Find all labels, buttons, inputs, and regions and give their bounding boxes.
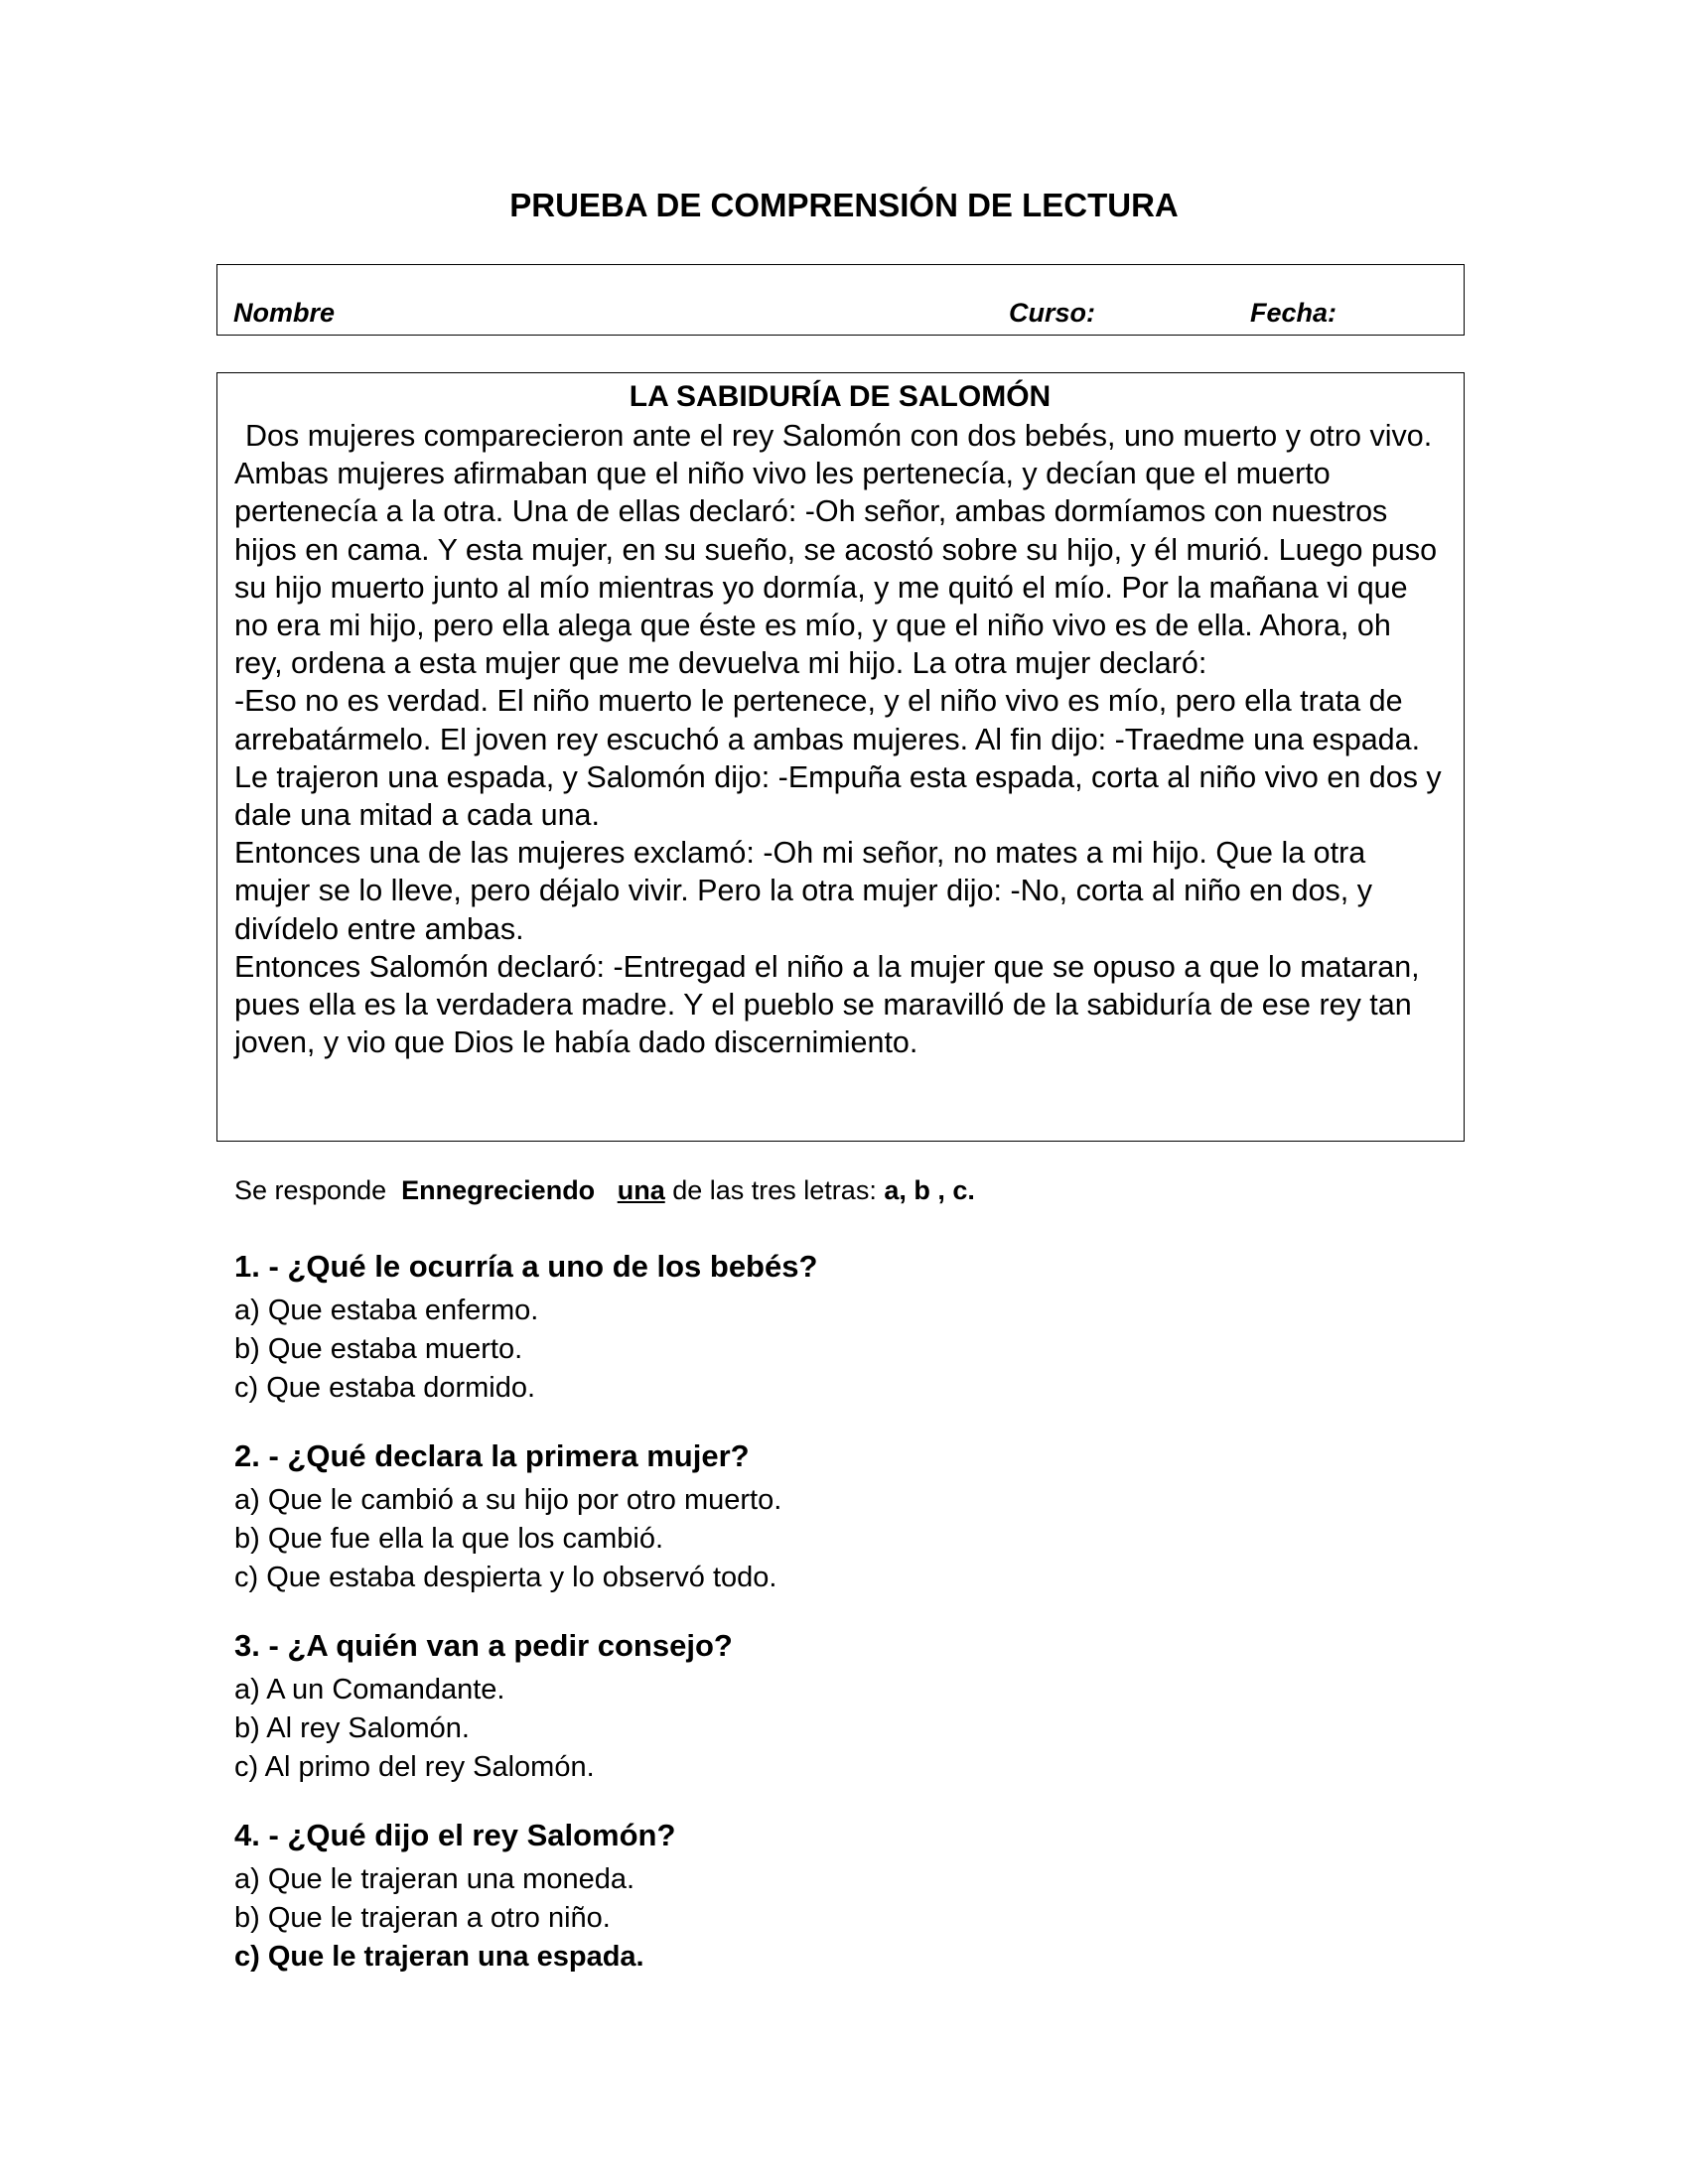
option-b[interactable]: b) Al rey Salomón. xyxy=(234,1712,470,1744)
option-b[interactable]: b) Que le trajeran a otro niño. xyxy=(234,1902,611,1934)
option-c[interactable]: c) Que estaba despierta y lo observó todo. xyxy=(234,1562,777,1593)
option-b[interactable]: b) Que fue ella la que los cambió. xyxy=(234,1523,664,1555)
question-3 xyxy=(234,1625,733,1787)
question-1 xyxy=(234,1246,817,1408)
story-paragraph: -Eso no es verdad. El niño muerto le pertenece, y el niño vivo es mío, pero ella trata de arrebatármelo. El joven rey escuchó a ambas mujeres. Al fin dijo: -Traedme una espada. xyxy=(234,684,1421,756)
story-paragraph: Entonces una de las mujeres exclamó: -Oh mi señor, no mates a mi hijo. Que la otra mujer se lo lleve, pero déjalo vivir. Pero la otra mujer dijo: -No, corta al niño en dos, y divídelo entre ambas. xyxy=(234,836,1372,946)
story-paragraph: Dos mujeres comparecieron ante el rey Salomón con dos bebés, uno muerto y otro vivo. Ambas mujeres afirmaban que el niño vivo les pertenecía, y decían que el muerto pertenecía a la otra. Una de ellas declaró: -Oh señor, ambas dormíamos con nuestros hijos en cama. Y esta mujer, en su sueño, se acostó sobre su hijo, y él murió. Luego puso su hijo muerto junto al mío mientras yo dormía, y me quitó el mío. Por la mañana vi que no era mi hijo, pero ella alega que éste es mío, y que el niño vivo es de ella. Ahora, oh rey, ordena a esta mujer que me devuelva mi hijo. La otra mujer declaró: xyxy=(234,419,1438,681)
instruction-letters: a, b , c. xyxy=(884,1175,975,1205)
question-title: 3. - ¿A quién van a pedir consejo? xyxy=(234,1628,733,1663)
option-a[interactable]: a) A un Comandante. xyxy=(234,1674,505,1706)
question-4 xyxy=(234,1815,675,1977)
name-label: Nombre xyxy=(233,298,336,328)
story-body xyxy=(234,417,1446,1061)
option-c[interactable]: c) Que le trajeran una espada. xyxy=(234,1941,644,1973)
student-info-box xyxy=(216,264,1465,336)
question-title: 1. - ¿Qué le ocurría a uno de los bebés? xyxy=(234,1249,818,1284)
story-title: LA SABIDURÍA DE SALOMÓN xyxy=(629,380,1052,413)
story-paragraph: Entonces Salomón declaró: -Entregad el niño a la mujer que se opuso a que lo mataran, pues ella es la verdadera madre. Y el pueblo se maravilló de la sabiduría de ese rey tan joven, y vio que Dios le había dado discernimiento. xyxy=(234,949,1420,1060)
instruction-middle: de las tres letras: xyxy=(672,1175,877,1205)
option-c[interactable]: c) Al primo del rey Salomón. xyxy=(234,1751,595,1783)
story-box xyxy=(216,372,1465,1142)
option-b[interactable]: b) Que estaba muerto. xyxy=(234,1333,523,1365)
question-title: 2. - ¿Qué declara la primera mujer? xyxy=(234,1438,750,1473)
option-a[interactable]: a) Que le trajeran una moneda. xyxy=(234,1863,635,1895)
option-a[interactable]: a) Que le cambió a su hijo por otro muerto. xyxy=(234,1484,782,1516)
instruction-verb: Ennegreciendo xyxy=(401,1175,596,1205)
story-paragraph: Le trajeron una espada, y Salomón dijo: -Empuña esta espada, corta al niño vivo en dos y dale una mitad a cada una. xyxy=(234,759,1442,833)
question-title: 4. - ¿Qué dijo el rey Salomón? xyxy=(234,1818,676,1852)
instruction-prefix: Se responde xyxy=(234,1175,387,1205)
course-label: Curso: xyxy=(1009,298,1095,328)
option-c[interactable]: c) Que estaba dormido. xyxy=(234,1372,536,1404)
instruction-text xyxy=(234,1175,975,1206)
instruction-underlined: una xyxy=(617,1175,665,1205)
page-title: PRUEBA DE COMPRENSIÓN DE LECTURA xyxy=(509,187,1179,223)
date-label: Fecha: xyxy=(1250,298,1337,328)
question-2 xyxy=(234,1435,781,1597)
option-a[interactable]: a) Que estaba enfermo. xyxy=(234,1295,539,1326)
